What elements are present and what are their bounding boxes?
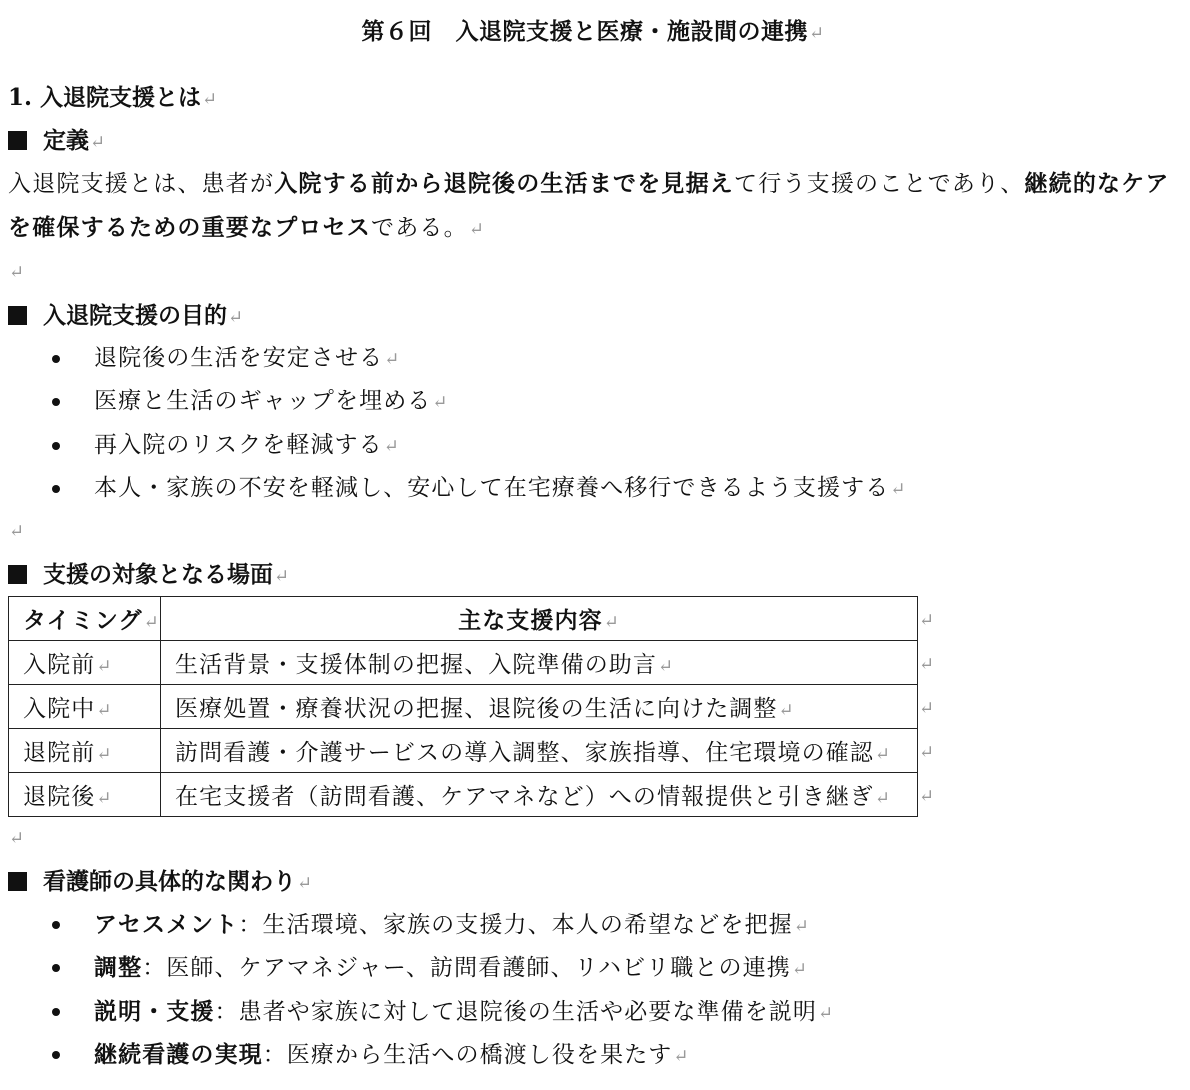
table-row [9, 773, 939, 817]
list-item [8, 903, 1178, 946]
paragraph-mark: ↵ [9, 828, 25, 850]
bullet-icon [52, 1051, 60, 1059]
cell-mark: ↵ [96, 656, 113, 678]
list-item-text: 退院後の生活を安定させる [94, 345, 384, 371]
nurse-roles-heading [8, 860, 1178, 903]
table-cell [161, 773, 918, 817]
cell-mark: ↵ [96, 700, 113, 722]
definition-text: である。 [371, 215, 468, 241]
paragraph-mark: ↵ [9, 262, 25, 283]
definition-heading-text: 定義 [43, 127, 89, 154]
table-header-text: タイミング [23, 607, 143, 635]
list-item-text: ：生活環境、家族の支援力、本人の希望などを把握 [238, 912, 793, 939]
table-header-cell [9, 597, 161, 641]
table-cell [9, 685, 161, 729]
paragraph-mark: ↵ [432, 392, 449, 414]
paragraph-mark: ↵ [673, 1046, 690, 1068]
table-cell [9, 641, 161, 685]
row-mark: ↵ [919, 653, 936, 675]
list-item-label: アセスメント [94, 911, 239, 939]
table-cell-text: 生活背景・支援体制の把握、入院準備の助言 [175, 652, 657, 679]
empty-paragraph [8, 251, 1178, 294]
table-header-row [9, 597, 939, 641]
cell-mark: ↵ [96, 788, 113, 810]
black-square-icon [8, 131, 27, 150]
cell-mark: ↵ [96, 744, 113, 766]
list-item-label: 継続看護の実現 [94, 1041, 263, 1069]
list-item-text: 再入院のリスクを軽減する [94, 431, 383, 458]
table-row [9, 641, 939, 685]
table-cell [9, 773, 161, 817]
row-mark: ↵ [919, 741, 936, 763]
table-cell-text: 退院後 [23, 784, 96, 811]
list-item-label: 説明・支援 [94, 997, 215, 1025]
definition-heading [8, 119, 1178, 162]
nurse-roles-list [8, 903, 1178, 1076]
scenes-heading [8, 553, 1178, 596]
list-item [8, 337, 1178, 380]
bullet-icon [52, 398, 60, 406]
table-cell-text: 入院中 [23, 696, 96, 723]
list-item-text: 本人・家族の不安を軽減し、安心して在宅療養へ移行できるよう支援する [94, 474, 890, 501]
list-item-label: 調整 [94, 954, 143, 982]
cell-mark: ↵ [874, 788, 892, 810]
document-title [8, 12, 1178, 52]
document-title-text: 第６回 入退院支援と医療・施設間の連携 [361, 18, 808, 45]
paragraph-mark: ↵ [9, 521, 25, 543]
list-item-text: ：医師、ケアマネジャー、訪問看護師、リハビリ職との連携 [142, 955, 791, 982]
cell-mark: ↵ [874, 744, 892, 766]
list-item-text: ：患者や家族に対して退院後の生活や必要な準備を説明 [214, 998, 817, 1025]
bullet-icon [52, 355, 60, 363]
cell-mark: ↵ [603, 612, 620, 634]
empty-paragraph [8, 510, 1178, 553]
list-item [8, 424, 1178, 467]
paragraph-mark: ↵ [202, 89, 218, 110]
table-row [9, 729, 939, 773]
paragraph-mark: ↵ [890, 478, 907, 500]
table-cell-text: 在宅支援者（訪問看護、ケアマネなど）への情報提供と引き継ぎ [175, 784, 874, 811]
table-cell-text: 医療処置・療養状況の把握、退院後の生活に向けた調整 [175, 696, 778, 723]
table-cell [9, 729, 161, 773]
black-square-icon [8, 565, 27, 584]
cell-mark: ↵ [658, 656, 675, 678]
bullet-icon [52, 442, 60, 450]
paragraph-mark: ↵ [818, 1002, 835, 1024]
row-mark: ↵ [919, 785, 936, 807]
definition-emphasis: 継続的なケアを確保するための重要なプロセス [8, 170, 1170, 241]
section-heading-text: 1. 入退院支援とは [8, 84, 202, 111]
paragraph-mark: ↵ [228, 307, 244, 328]
row-end-mark [918, 641, 939, 685]
support-timing-table [8, 596, 939, 817]
paragraph-mark: ↵ [468, 219, 486, 240]
cell-mark: ↵ [143, 612, 160, 634]
paragraph-mark: ↵ [793, 916, 810, 938]
table-cell [161, 729, 918, 773]
purpose-list [8, 337, 1178, 510]
list-item [8, 380, 1178, 423]
definition-paragraph [8, 162, 1178, 251]
section-heading [8, 76, 1178, 119]
black-square-icon [8, 306, 27, 325]
table-header-text: 主な支援内容 [458, 607, 603, 635]
purpose-heading [8, 294, 1178, 337]
black-square-icon [8, 872, 27, 891]
row-end-mark [918, 773, 939, 817]
paragraph-mark: ↵ [383, 435, 400, 457]
definition-emphasis: 入院する前から退院後の生活までを見据え [274, 170, 735, 197]
list-item-text: ：医療から生活への橋渡し役を果たす [262, 1042, 673, 1069]
bullet-icon [52, 1008, 60, 1016]
list-item [8, 946, 1178, 989]
row-end-mark [918, 597, 939, 641]
nurse-roles-heading-text: 看護師の具体的な関わり [43, 868, 296, 896]
list-item [8, 467, 1178, 510]
empty-paragraph [8, 817, 1178, 860]
paragraph-mark: ↵ [274, 566, 290, 588]
bullet-icon [52, 964, 60, 972]
table-header-cell [161, 597, 918, 641]
definition-text: て行う支援のことであり、 [734, 171, 1025, 197]
list-item [8, 990, 1178, 1033]
row-end-mark [918, 685, 939, 729]
table-cell [161, 685, 918, 729]
list-item-text: 医療と生活のギャップを埋める [94, 388, 432, 415]
table-row [9, 685, 939, 729]
paragraph-mark: ↵ [791, 959, 809, 981]
cell-mark: ↵ [778, 700, 795, 722]
row-mark: ↵ [919, 610, 936, 632]
paragraph-mark: ↵ [384, 349, 401, 370]
table-cell-text: 入院前 [23, 652, 96, 679]
bullet-icon [52, 485, 60, 493]
paragraph-mark: ↵ [808, 23, 825, 44]
table-cell-text: 退院前 [23, 740, 96, 767]
purpose-heading-text: 入退院支援の目的 [43, 302, 227, 329]
list-item [8, 1033, 1178, 1076]
scenes-heading-text: 支援の対象となる場面 [43, 561, 273, 589]
row-mark: ↵ [919, 697, 936, 719]
paragraph-mark: ↵ [297, 873, 313, 895]
definition-text: 入退院支援とは、患者が [8, 171, 275, 197]
row-end-mark [918, 729, 939, 773]
table-cell-text: 訪問看護・介護サービスの導入調整、家族指導、住宅環境の確認 [175, 740, 874, 767]
document-page [8, 12, 1178, 1076]
paragraph-mark: ↵ [90, 132, 106, 153]
bullet-icon [52, 921, 60, 929]
table-cell [161, 641, 918, 685]
